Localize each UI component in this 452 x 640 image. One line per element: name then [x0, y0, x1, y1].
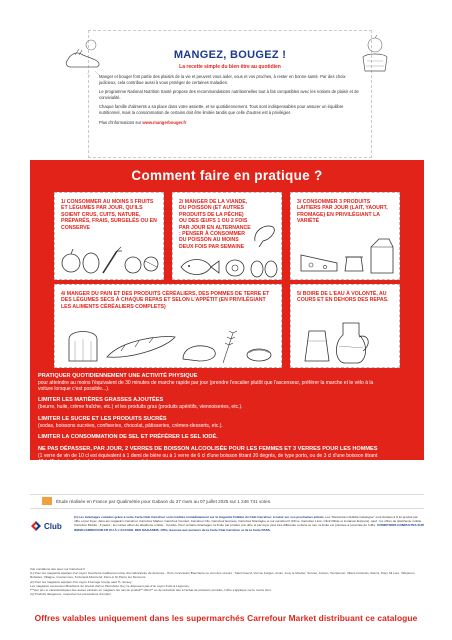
- intro-paragraph-1: Manger et bouger font partie des plaisirs de la vie et peuvent vous aider, vous et vos proches, à rester en bonne santé. Par des choix judicieux, cela contribue aussi à vous protéger de certaines maladies.: [99, 74, 346, 85]
- divider: [30, 508, 424, 509]
- chicken-leg-icon: [251, 219, 279, 249]
- tip-heading: LIMITER LA CONSOMMATION DE SEL ET PRÉFÉRER LE SEL IODÉ.: [38, 433, 218, 440]
- condition-line: Les magasins concession Brachène de Grezal (A2) et Pierrefeite (3+) ne disposent pas d'un rayon fruits & Légumes.: [30, 583, 190, 588]
- intro-paragraph-2: Le programme National Nutrition Santé propose des recommandations nutritionnelles tout à fait compatibles avec les notions de plaisir et de convivialité.: [99, 89, 359, 100]
- study-note: [42, 497, 271, 505]
- study-text: Étude réalisée en France par Qualimétrie pour Gabaon du 27 mars au 07 juillet 2025 sur 1 246 741 votes.: [56, 498, 272, 504]
- more-info-prefix: Plus d'informations sur: [99, 119, 142, 125]
- tip-box-label: 3/ CONSOMMER 3 PRODUITS LAITIERS PAR JOUR (LAIT, YAOURT, FROMAGE) EN PRIVILÉGIANT LA VARIÉTÉ: [297, 199, 388, 225]
- tip-box-fruits-vegetables: [54, 192, 164, 280]
- tip-box-meat-fish-eggs: [172, 192, 282, 280]
- tip-box-label: 4/ MANGER DU PAIN ET DES PRODUITS CÉRÉALIERS, DES POMMES DE TERRE ET DES LÉGUMES SECS À CHAQUE REPAS ET SELON L'APPÉTIT (EN PRIVILÉGIANT LES ALIMENTS CÉRÉALIERS COMPLETS): [61, 291, 270, 310]
- tips-list: [38, 373, 378, 470]
- tip-heading: LIMITER LES MATIÈRES GRASSES AJOUTÉES: [38, 397, 164, 404]
- club-carrefour-logo: [30, 517, 70, 535]
- carrefour-logo-icon: [30, 520, 42, 532]
- club-carrefour-notice: [30, 513, 424, 553]
- club-text-body: Les "Réductions Fidélité Catalogue" sont limitées à 6 lot produit par offre et par foyer, dans les magasins Carrefour, Carrefour Market, Carrefour Contact, Carrefour City, Carrefour Express, Carrefour Montagne et sur carrefour.fr (Drive, Carrefour Livré, Click'n'Ride et Livraison Express), sauf : les offres de téléphonie mobile Carrefour Mobile ; 3 packs ; les cartes offres de téléphone mobile ; 3 packs. Pour certains Avantages, la limite par produit, par offre et par foyer peut être différente et dans ce cas, la limite est précisée à proximité de l'offre.: [74, 515, 422, 528]
- intro-paragraph-3: Chaque famille d'aliments a sa place dans votre assiette, et se quotidiennement. Tous sont indispensables pour assurer un équilibre nutritionnel, mais la consommation de certains doit être limitée tandis que celle d'autres est à privilégier.: [99, 104, 344, 115]
- tip-text: (1 verre de vin de 10 cl est équivalent à 1 demi de bière ou à 1 verre de 6 cl d'une boisson titrant 20 degrés, de type porto, ou de 3 cl d'une boisson titrant 40 à 45 degrés d'alcool, de type whisky ou pastis).: [38, 452, 378, 466]
- club-logo-word: Club: [44, 521, 62, 531]
- club-text: [74, 515, 424, 532]
- tip-box-label: 5/ BOIRE DE L'EAU À VOLONTÉ, AU COURS ET EN DEHORS DES REPAS.: [297, 291, 389, 304]
- tip-text: (sodas, boissons sucrées, confiseries, chocolat, pâtisseries, crèmes-desserts, etc.).: [38, 422, 223, 429]
- bread-cereals-icon: [63, 325, 275, 365]
- mangerbouger-link[interactable]: www.mangerbouger.fr: [142, 119, 187, 125]
- tip-box-dairy: [290, 192, 400, 280]
- tip-box-water: [290, 284, 400, 368]
- award-badge-icon: [42, 497, 52, 505]
- divider: [30, 494, 424, 495]
- tip-box-bread-cereals: [54, 284, 282, 368]
- condition-line: ***Voir prix et caractéristiques des autres variétés en magasin. En cas de produit** offert** ou de réduction liée à l'achat de plusieurs produits, l'offre s'applique sur le moins cher.: [30, 588, 272, 593]
- tip-box-label: 2/ MANGER DE LA VIANDE, DU POISSON (ET AUTRES PRODUITS DE LA PÊCHE) OU DES ŒUFS 1 OU 2 FOIS PAR JOUR EN ALTERNANCE ; PENSER À CONSOMMER DU POISSON AU MOINS DEUX FOIS PAR SEMAINE: [179, 199, 251, 250]
- water-carafe-icon: [301, 313, 393, 365]
- tip-alcohol: [38, 446, 378, 465]
- practice-title: Comment faire en pratique ?: [131, 168, 323, 183]
- intro-title: MANGEZ, BOUGEZ !: [173, 49, 287, 61]
- tip-heading: NE PAS DÉPASSER, PAR JOUR, 2 VERRES DE BOISSON ALCOOLISÉE POUR LES FEMMES ET 3 VERRES POUR LES HOMMES: [38, 445, 378, 452]
- condition-line: (2) Pour les magasins équipés d'un rayon Fromage Coupe sauf 7L Jussey.: [30, 579, 133, 584]
- legal-conditions: [30, 567, 424, 596]
- intro-more-info: [99, 120, 361, 126]
- tip-salt: [38, 434, 378, 441]
- club-text-lead: (1) Les Avantages cumulés grâce à votre Carte Club Carrefour sont crédités immédiatement sur la Cagnotte Fidélité du Club Carrefour, à valoir sur vos prochaines achats.: [74, 515, 325, 519]
- tip-fats: [38, 397, 378, 410]
- tip-text: (beurre, huile, crème fraîche, etc.) et les produits gras (produits apéritifs, viennoiseries, etc.).: [38, 404, 243, 411]
- tip-text: pour atteindre au moins l'équivalent de 30 minutes de marche rapide par jour (prendre l'escalier plutôt que l'ascenseur, préférer la marche et le vélo à la voiture lorsque c'est possible...).: [38, 380, 374, 393]
- condition-line: (1) Pour les magasins équipés d'un rayon boucherie traditionnel et/ou d'un laboratoire de découpe - Hors concession Boucherie Le coin des viveurs : Saint Ouend, Verzon Forges, Asnin, Jouy le Moutier, Sunnel, Jusson, Templemer, Villers-Cotterets, Reims, Pacy Sil Lore, Villepreux, Rubelles, Villagne, Coulommes, St Amand-Montrond, Flers et St Pierre les Nemours.: [30, 571, 416, 580]
- fruit-basket-sketch-icon: [357, 35, 393, 79]
- tip-box-label: 1/ CONSOMMER AU MOINS 5 FRUITS ET LÉGUMES PAR JOUR, QU'ILS SOIENT CRUS, CUITS, NATURE, PRÉPARÉS, FRAIS, SURGELÉS OU EN CONSERVE: [61, 199, 157, 231]
- offer-validity-banner: Offres valables uniquement dans les supermarchés Carrefour Market distribuant ce catalogue: [34, 613, 418, 623]
- fruits-vegetables-icon: [59, 243, 161, 277]
- intro-card: [88, 30, 372, 158]
- tip-physical-activity: [38, 373, 378, 392]
- club-text-tail: CONDITIONS COMPLETES SUR WWW.CARREFOUR.FR OU À L'ACCUEIL DES MAGASINS. Offre réservée aux porteurs de la Carte Club Carrefour et de la Carte PASS.: [74, 523, 424, 532]
- tip-sugar: [38, 416, 378, 429]
- tip-heading: PRATIQUER QUOTIDIENNEMENT UNE ACTIVITÉ PHYSIQUE: [38, 373, 198, 379]
- condition-line: (3) Produits dangereux, respectez les précautions d'emploi.: [30, 592, 112, 597]
- condition-line: Voir conditions des avec sur Carrefour.fr: [30, 567, 86, 571]
- sneaker-sketch-icon: [61, 33, 107, 79]
- intro-subtitle: La recette simple du bien être au quotidien: [179, 64, 281, 70]
- dairy-icon: [297, 233, 397, 277]
- meat-fish-eggs-icon: [179, 255, 279, 279]
- tip-heading: LIMITER LE SUCRE ET LES PRODUITS SUCRÉS: [38, 415, 167, 422]
